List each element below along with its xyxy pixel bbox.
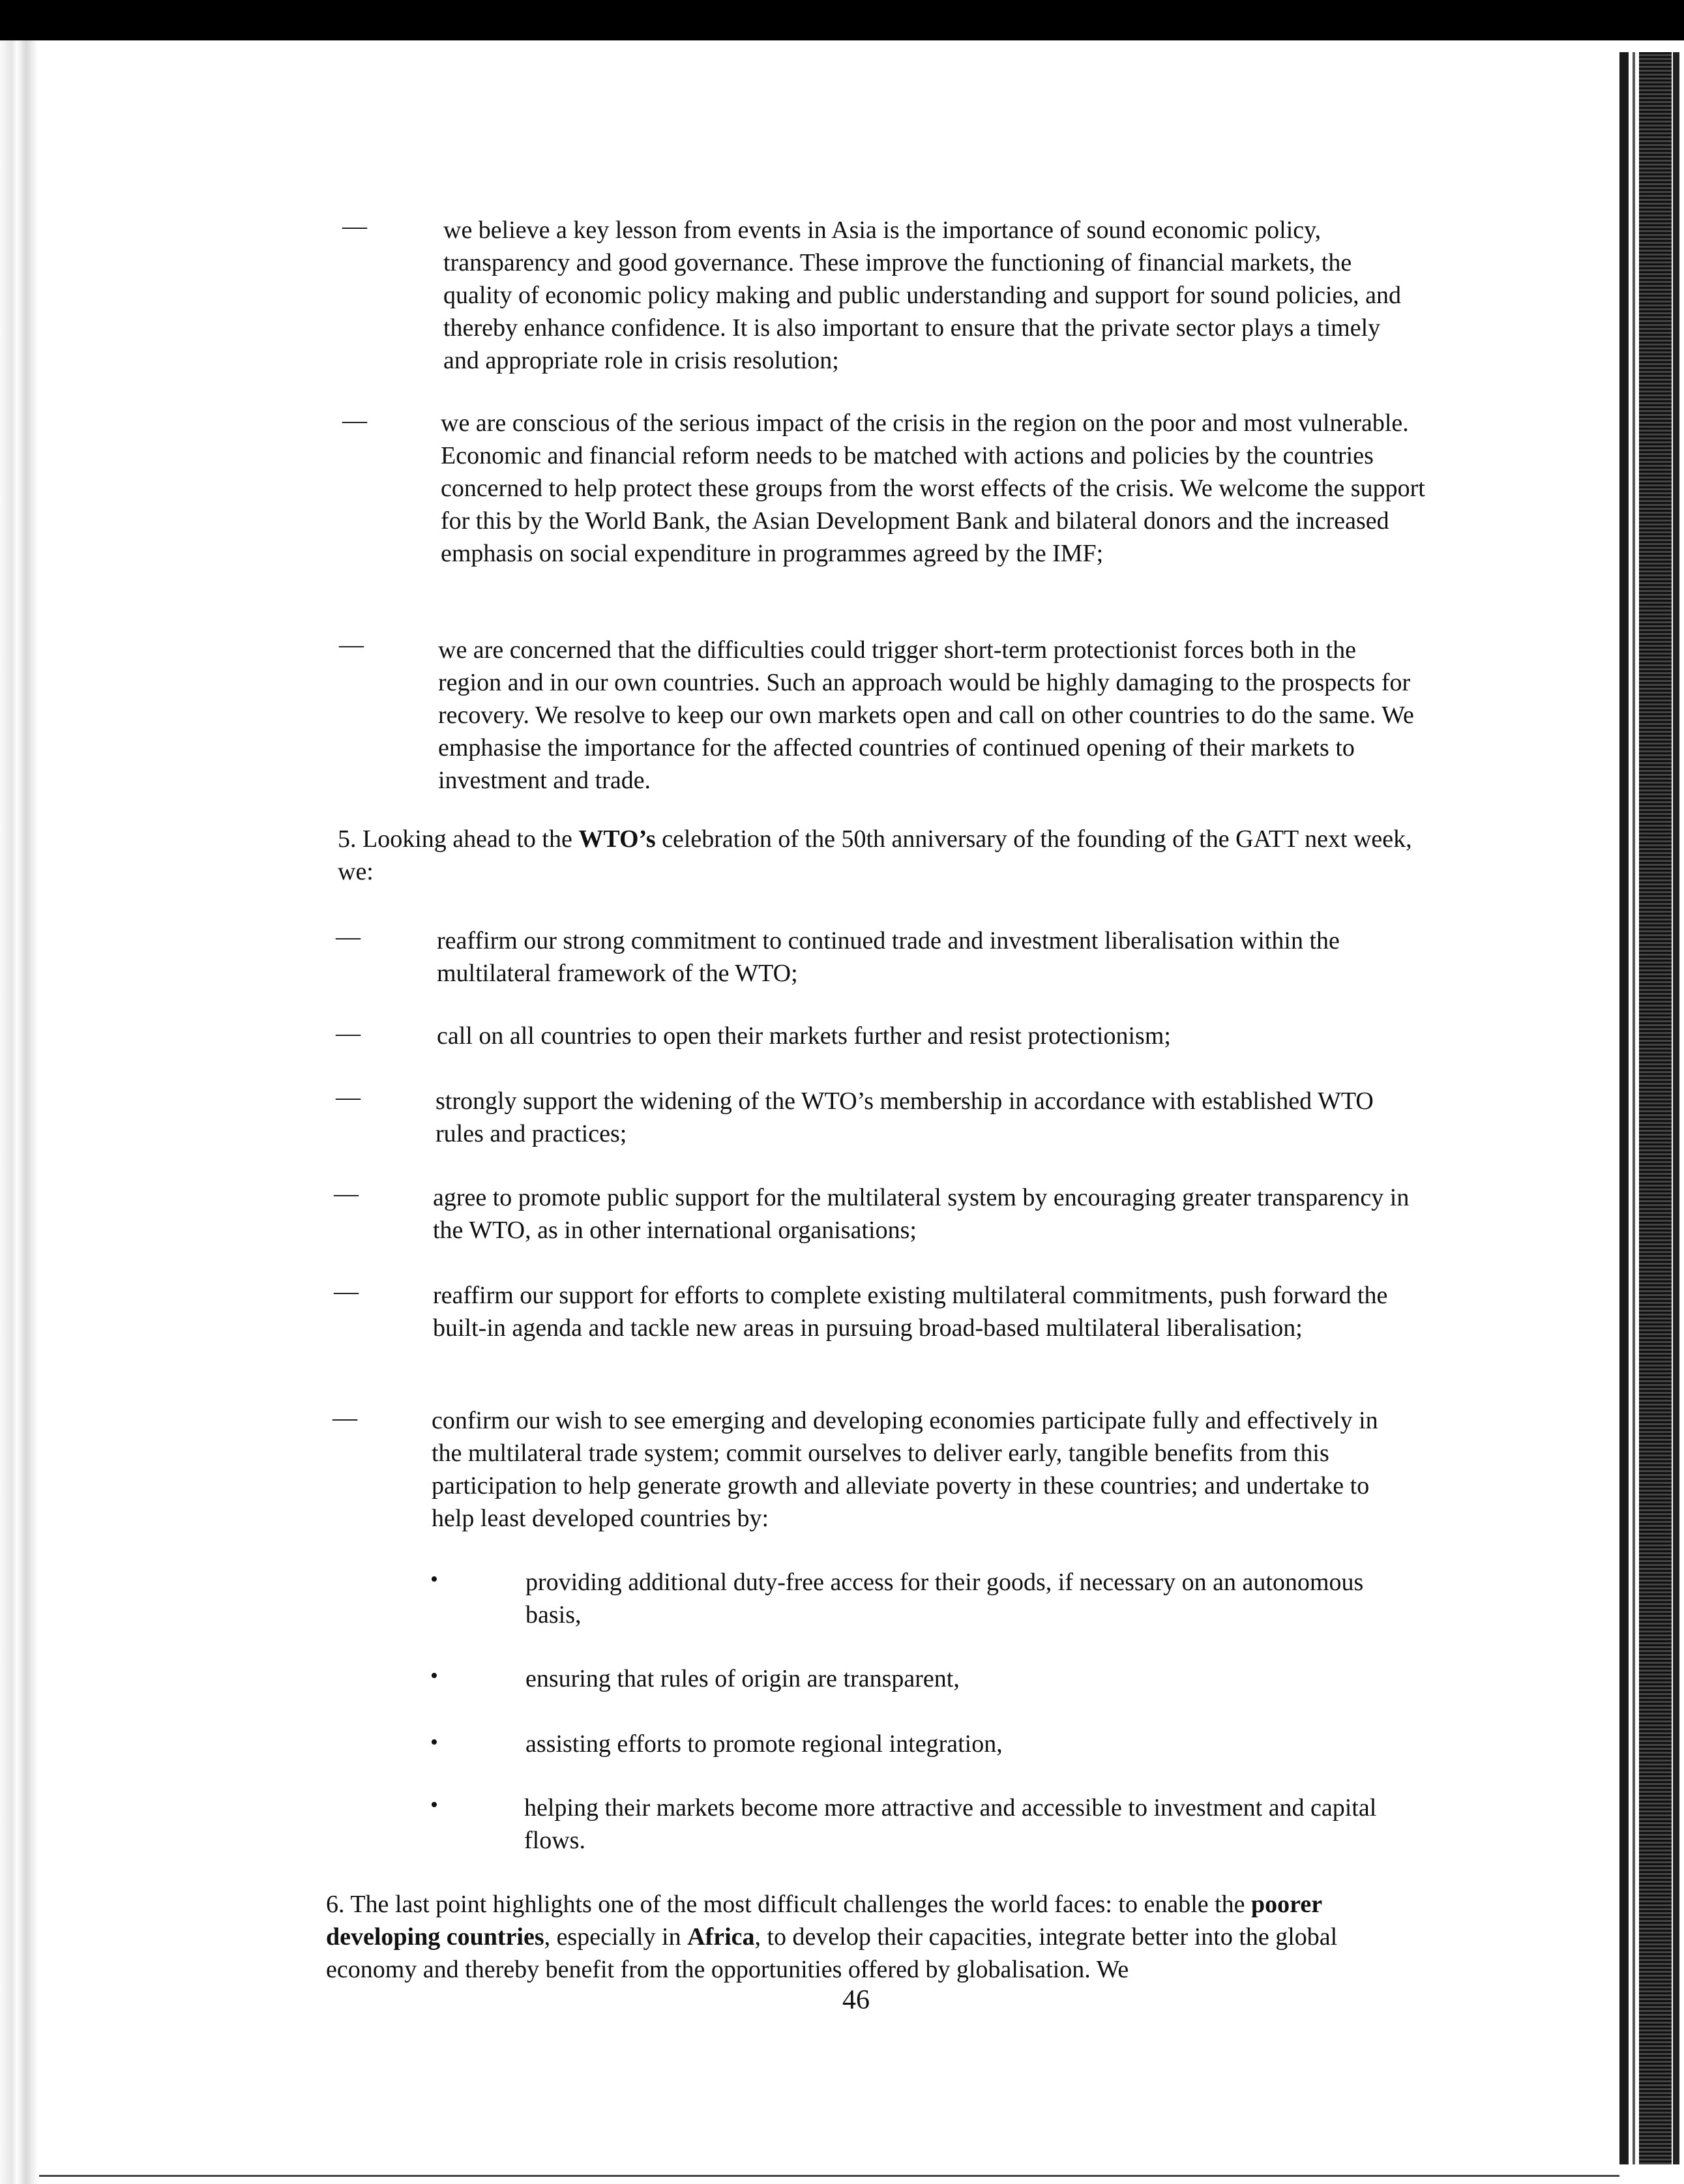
bullet-item-text: assisting efforts to promote regional integration,: [525, 1730, 1003, 1758]
list-dash: —: [342, 213, 367, 240]
list-item-text: call on all countries to open their markets further and resist protectionism;: [437, 1022, 1171, 1050]
list-dash: —: [336, 1020, 361, 1047]
list-dash: —: [332, 1404, 357, 1432]
scan-top-border: [0, 0, 1684, 40]
list-item-text: we are conscious of the serious impact of the crisis in the region on the poor and most vulnerable. Economic and financial reform needs to be matched with actions and policies by the countries concerned to help protect these groups from the worst effects of the crisis. We welcome the support for this by the World Bank, the Asian Development Bank and bilateral donors and the increased emphasis on social expenditure in programmes agreed by the IMF;: [441, 409, 1425, 567]
list-dash: —: [334, 1278, 359, 1305]
list-item-text: we are concerned that the difficulties could trigger short-term protectionist forces both in the region and in our own countries. Such an approach would be highly damaging to the prospects for recovery. We resolve to keep our own markets open and call on other countries to do the same. We emphasise the importance for the affected countries of continued opening of their markets to investment and trade.: [438, 636, 1414, 794]
scan-left-edge: [0, 40, 39, 2184]
paragraph-6: 6. The last point highlights one of the most difficult challenges the world faces: to enable the poorer developing countries, especially in Africa, to develop their capacities, integrate better into the global economy and thereby benefit from the opportunities offered by globalisation. We: [326, 1891, 1338, 1983]
list-item-text: reaffirm our strong commitment to continued trade and investment liberalisation within the multilateral framework of the WTO;: [437, 927, 1340, 987]
list-dash: —: [336, 923, 361, 951]
list-dash: —: [336, 1084, 361, 1111]
list-dash: —: [339, 631, 364, 658]
bullet-mark: •: [430, 1730, 438, 1754]
list-item-text: confirm our wish to see emerging and developing economies participate fully and effectively in the multilateral trade system; commit ourselves to deliver early, tangible benefits from this participation to help generate growth and alleviate poverty in these countries; and undertake to help least developed countries by:: [432, 1407, 1378, 1532]
bullet-item-text: ensuring that rules of origin are transparent,: [525, 1665, 960, 1692]
list-item-text: agree to promote public support for the multilateral system by encouraging greater transparency in the WTO, as in other international organisations;: [433, 1184, 1410, 1244]
list-item-text: reaffirm our support for efforts to complete existing multilateral commitments, push forward the built-in agenda and tackle new areas in pursuing broad-based multilateral liberalisation;: [433, 1282, 1388, 1342]
bullet-item-text: providing additional duty-free access for their goods, if necessary on an autonomous basis,: [525, 1569, 1364, 1629]
scan-right-binding-edge: [1619, 40, 1684, 2184]
list-item-text: we believe a key lesson from events in Asia is the importance of sound economic policy, transparency and good governance. These improve the functioning of financial markets, the quality of economic policy making and public understanding and support for sound policies, and thereby enhance confidence. It is also important to ensure that the private sector plays a timely and appropriate role in crisis resolution;: [443, 216, 1402, 374]
list-dash: —: [342, 407, 367, 434]
paragraph-5: 5. Looking ahead to the WTO’s celebration of the 50th anniversary of the founding of the GATT next week, we:: [338, 825, 1412, 885]
bullet-mark: •: [430, 1793, 438, 1817]
bullet-mark: •: [430, 1567, 438, 1591]
bullet-mark: •: [430, 1664, 438, 1688]
bullet-item-text: helping their markets become more attractive and accessible to investment and capital flows.: [524, 1794, 1377, 1854]
page-number: 46: [842, 1985, 870, 2015]
scan-bottom-edge: [39, 2175, 1619, 2177]
list-item-text: strongly support the widening of the WTO’s membership in accordance with established WTO rules and practices;: [436, 1087, 1374, 1147]
list-dash: —: [334, 1180, 359, 1207]
